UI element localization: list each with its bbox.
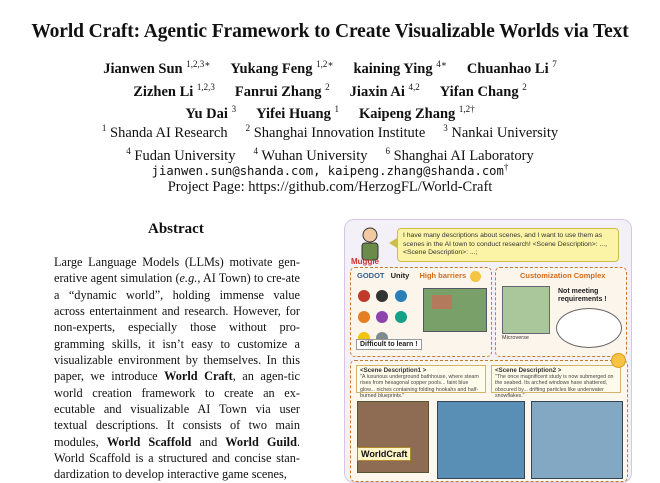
- town-map-thumbnail: [502, 286, 550, 334]
- author-affiliation-marker: 1,2∗: [316, 59, 334, 69]
- map-label: Microverse: [502, 335, 529, 341]
- affiliation-marker: 1: [101, 123, 107, 133]
- high-barriers-label: High barriers: [419, 271, 467, 281]
- author-affiliation-marker: 1: [334, 104, 339, 115]
- affiliation: [246, 125, 426, 141]
- affiliation-marker: 4: [126, 145, 131, 156]
- author-name-text: Yifan Chang: [439, 83, 519, 100]
- email-dagger: †: [503, 162, 509, 172]
- godot-engine-label: GODOT: [357, 271, 385, 281]
- project-page-link[interactable]: Project Page: https://github.com/HerzogFL/World-Craft: [167, 179, 493, 195]
- muggle-label: Muggle: [351, 257, 379, 266]
- tool-icon: [376, 311, 388, 323]
- affiliation-marker: 3: [443, 123, 448, 133]
- author-name-text: Jiaxin Ai: [349, 83, 405, 100]
- speech-arrow: [389, 238, 397, 248]
- affiliation-marker: 2: [245, 123, 251, 133]
- worried-face-icon: [470, 271, 481, 282]
- author-affiliation-marker: 4,2: [408, 81, 420, 92]
- affiliation-name: Shanghai Innovation Institute: [253, 124, 426, 141]
- author-name: [103, 61, 210, 77]
- author-name-text: Yu Dai: [185, 106, 228, 123]
- worldcraft-label: WorldCraft: [357, 447, 411, 461]
- scene-1-title: <Scene Description1 >: [360, 367, 427, 374]
- affiliation: [102, 125, 228, 141]
- author-line: [0, 78, 660, 101]
- author-name: [349, 81, 420, 100]
- paper-title: World Craft: Agentic Framework to Create Visualizable Worlds via Text: [31, 21, 629, 42]
- not-meeting-label: Not meeting requirements !: [558, 288, 607, 303]
- author-affiliation-marker: 7: [552, 59, 557, 69]
- author-name-text: Kaipeng Zhang: [358, 106, 456, 123]
- author-affiliation-marker: 1,2,3∗: [186, 59, 211, 69]
- author-name-text: Jianwen Sun: [103, 60, 183, 77]
- author-emails: [0, 162, 660, 178]
- engine-barrier-panel: [350, 267, 492, 357]
- affiliation: [443, 125, 558, 141]
- affiliation-name: Wuhan University: [261, 147, 368, 164]
- scene-2-title: <Scene Description2 >: [495, 367, 562, 374]
- scene-2-text: "The once magnificent study is now submerged on the seabed. Its arched windows have shattered, obscured by... drifting particles like underwater snowflakes.": [495, 374, 614, 399]
- author-name: [467, 61, 557, 77]
- author-name-text: Zizhen Li: [133, 83, 194, 100]
- generated-map-study: [437, 401, 525, 479]
- affiliation-name: Fudan University: [134, 147, 236, 164]
- worldcraft-output-panel: [350, 360, 628, 482]
- teaser-figure: [344, 219, 632, 483]
- author-name: [133, 81, 215, 100]
- tool-icon: [395, 290, 407, 302]
- happy-face-icon: [611, 353, 626, 368]
- author-name-text: Fanrui Zhang: [234, 83, 322, 100]
- author-affiliation-marker: 2: [522, 81, 527, 92]
- confusion-cloud: [556, 308, 622, 348]
- email-text: jianwen.sun@shanda.com, kaipeng.zhang@shanda.com: [151, 164, 504, 179]
- affiliation-marker: 6: [385, 145, 390, 156]
- author-name: [230, 61, 333, 77]
- author-name-text: Yifei Huang: [256, 106, 331, 123]
- author-name: [234, 81, 330, 100]
- tool-icon: [395, 311, 407, 323]
- affiliation-line: [0, 119, 660, 142]
- abstract-body: Large Language Models (LLMs) motivate gen-erative agent simulation (e.g., AI Town) to cre-ate a “dynamic world”, holding immense value across entertainment and research. However, for non-experts, especially those without pro-gramming skills, it isn’t easy to customize a visualizable environment by themselves. In this paper, we introduce World Craft, an agen-tic world creation framework to create an ex-ecutable and visualizable AI Town via user textual descriptions. It consists of two main modules, World Scaffold and World Guild. World Scaffold is a structured and concise stan-dardization to develop interactive game scenes,: [54, 255, 300, 482]
- affiliation-marker: 4: [253, 145, 258, 156]
- author-affiliation-marker: 2: [325, 81, 330, 92]
- tool-icon: [358, 311, 370, 323]
- affiliation-name: Shanghai AI Laboratory: [393, 147, 534, 164]
- unity-engine-label: Unity: [390, 271, 410, 281]
- affiliation-list: [0, 119, 660, 165]
- customization-panel: [495, 267, 627, 357]
- tool-icon: [376, 290, 388, 302]
- affiliation-name: Shanda AI Research: [110, 124, 228, 141]
- game-editor-screenshot: [423, 288, 487, 332]
- author-affiliation-marker: 4∗: [436, 59, 447, 69]
- scene-description-2: [491, 365, 621, 399]
- scene-description-1: [356, 365, 486, 399]
- author-name-text: kaining Ying: [353, 60, 433, 77]
- generated-map-study-alt: [531, 401, 623, 479]
- author-affiliation-marker: 3: [231, 104, 237, 115]
- abstract-heading: Abstract: [148, 221, 204, 237]
- author-affiliation-marker: 1,2†: [458, 104, 475, 115]
- author-name: [439, 81, 527, 100]
- scene-1-text: "A luxurious underground bathhouse, where steam rises from hexagonal copper pools... faint blue glow... niches containing folding hookahs and half-burned blueprints.": [360, 374, 479, 399]
- generated-map-bathhouse: [357, 401, 429, 473]
- speech-bubble: I have many descriptions about scenes, and I want to use them as scenes in the AI town to conduct research! <Scene Description>: ..., <Scene Description>: ...;: [397, 228, 619, 262]
- author-line: [0, 55, 660, 78]
- difficult-label: Difficult to learn !: [356, 339, 422, 350]
- author-list: [0, 55, 660, 123]
- author-affiliation-marker: 1,2,3: [196, 81, 215, 92]
- author-name-text: Chuanhao Li: [466, 60, 549, 77]
- customization-complex-label: Customization Complex: [520, 271, 606, 280]
- tool-icon: [358, 290, 370, 302]
- affiliation-name: Nankai University: [451, 124, 559, 141]
- author-name: [353, 61, 446, 77]
- author-name-text: Yukang Feng: [230, 60, 313, 77]
- engine-row: [357, 271, 481, 282]
